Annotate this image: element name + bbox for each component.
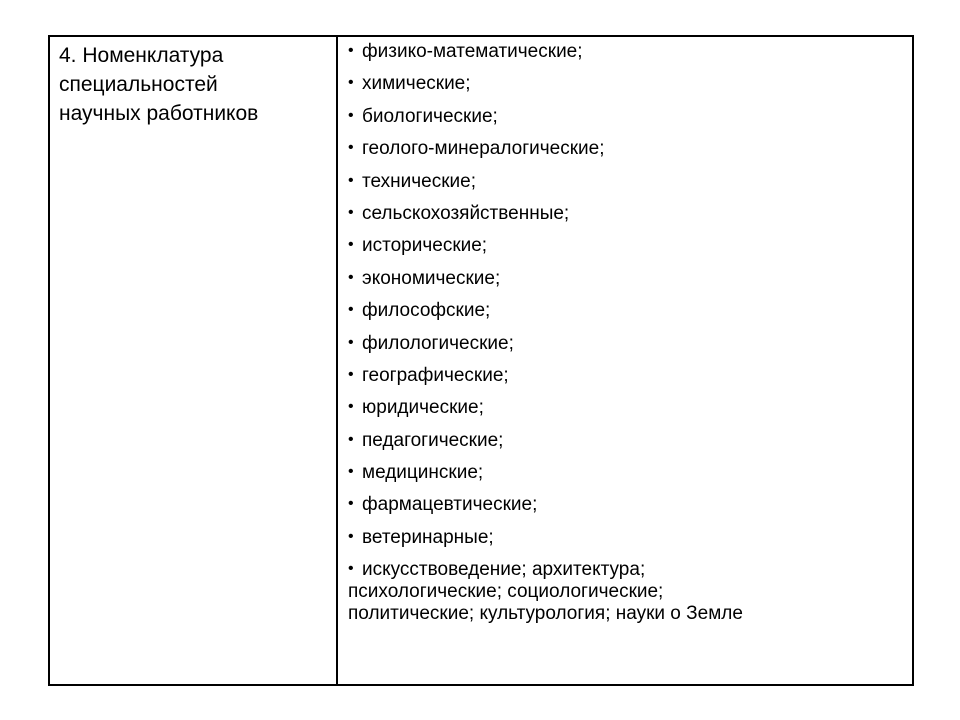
bullet-icon: • [348, 333, 354, 351]
specialty-label: фармацевтические; [362, 494, 538, 516]
specialty-label: педагогические; [362, 429, 504, 451]
list-item [348, 202, 902, 225]
title-line-1: 4. Номенклатура [59, 44, 224, 67]
specialty-label: филологические; [362, 332, 514, 354]
bullet-icon: • [348, 365, 354, 383]
title-line-2: специальностей [59, 73, 218, 96]
list-item [348, 526, 902, 549]
specialty-label: медицинские; [362, 462, 484, 484]
bullet-icon: • [348, 301, 354, 319]
table-right-cell [338, 37, 912, 684]
bullet-icon: • [348, 42, 354, 59]
list-item [348, 105, 902, 128]
specialty-label: философские; [362, 300, 491, 322]
list-item [348, 429, 902, 452]
specialties-table [48, 35, 914, 686]
bullet-icon: • [348, 106, 354, 124]
list-item [348, 396, 902, 419]
list-item [348, 170, 902, 193]
specialty-list [348, 40, 902, 625]
list-item-multiline [348, 558, 902, 625]
bullet-icon: • [348, 398, 354, 416]
bullet-icon: • [348, 495, 354, 513]
bullet-icon: • [348, 74, 354, 92]
list-item [348, 72, 902, 95]
bullet-icon: • [348, 236, 354, 254]
specialty-label: экономические; [362, 267, 501, 289]
specialty-label: географические; [362, 364, 509, 386]
list-item [348, 234, 902, 257]
specialty-label: ветеринарные; [362, 526, 494, 548]
bullet-icon: • [348, 430, 354, 448]
bullet-icon: • [348, 268, 354, 286]
specialty-label-line-3: политические; культурология; науки о Земле [348, 603, 743, 625]
table-left-cell [50, 37, 338, 684]
bullet-icon: • [348, 527, 354, 545]
bullet-icon: • [348, 463, 354, 481]
specialty-label-line-2: психологические; социологические; [348, 581, 664, 603]
bullet-icon: • [348, 139, 354, 157]
list-item [348, 40, 902, 63]
list-item [348, 493, 902, 516]
list-item [348, 299, 902, 322]
list-item [348, 461, 902, 484]
nomenclature-title [59, 41, 326, 128]
specialty-label: сельскохозяйственные; [362, 202, 570, 224]
list-item [348, 137, 902, 160]
specialty-label: юридические; [362, 397, 484, 419]
list-item [348, 364, 902, 387]
specialty-label: геолого-минералогические; [362, 138, 605, 160]
specialty-label: химические; [362, 73, 471, 95]
bullet-icon: • [348, 203, 354, 221]
title-line-3: научных работников [59, 102, 259, 125]
specialty-label-line-1: искусствоведение; архитектура; [362, 559, 646, 581]
bullet-icon: • [348, 560, 354, 578]
specialty-label: исторические; [362, 235, 488, 257]
list-item [348, 332, 902, 355]
specialty-label: биологические; [362, 105, 498, 127]
list-item [348, 267, 902, 290]
specialty-label: технические; [362, 170, 476, 192]
specialty-label: физико-математические; [362, 41, 583, 62]
bullet-icon: • [348, 171, 354, 189]
